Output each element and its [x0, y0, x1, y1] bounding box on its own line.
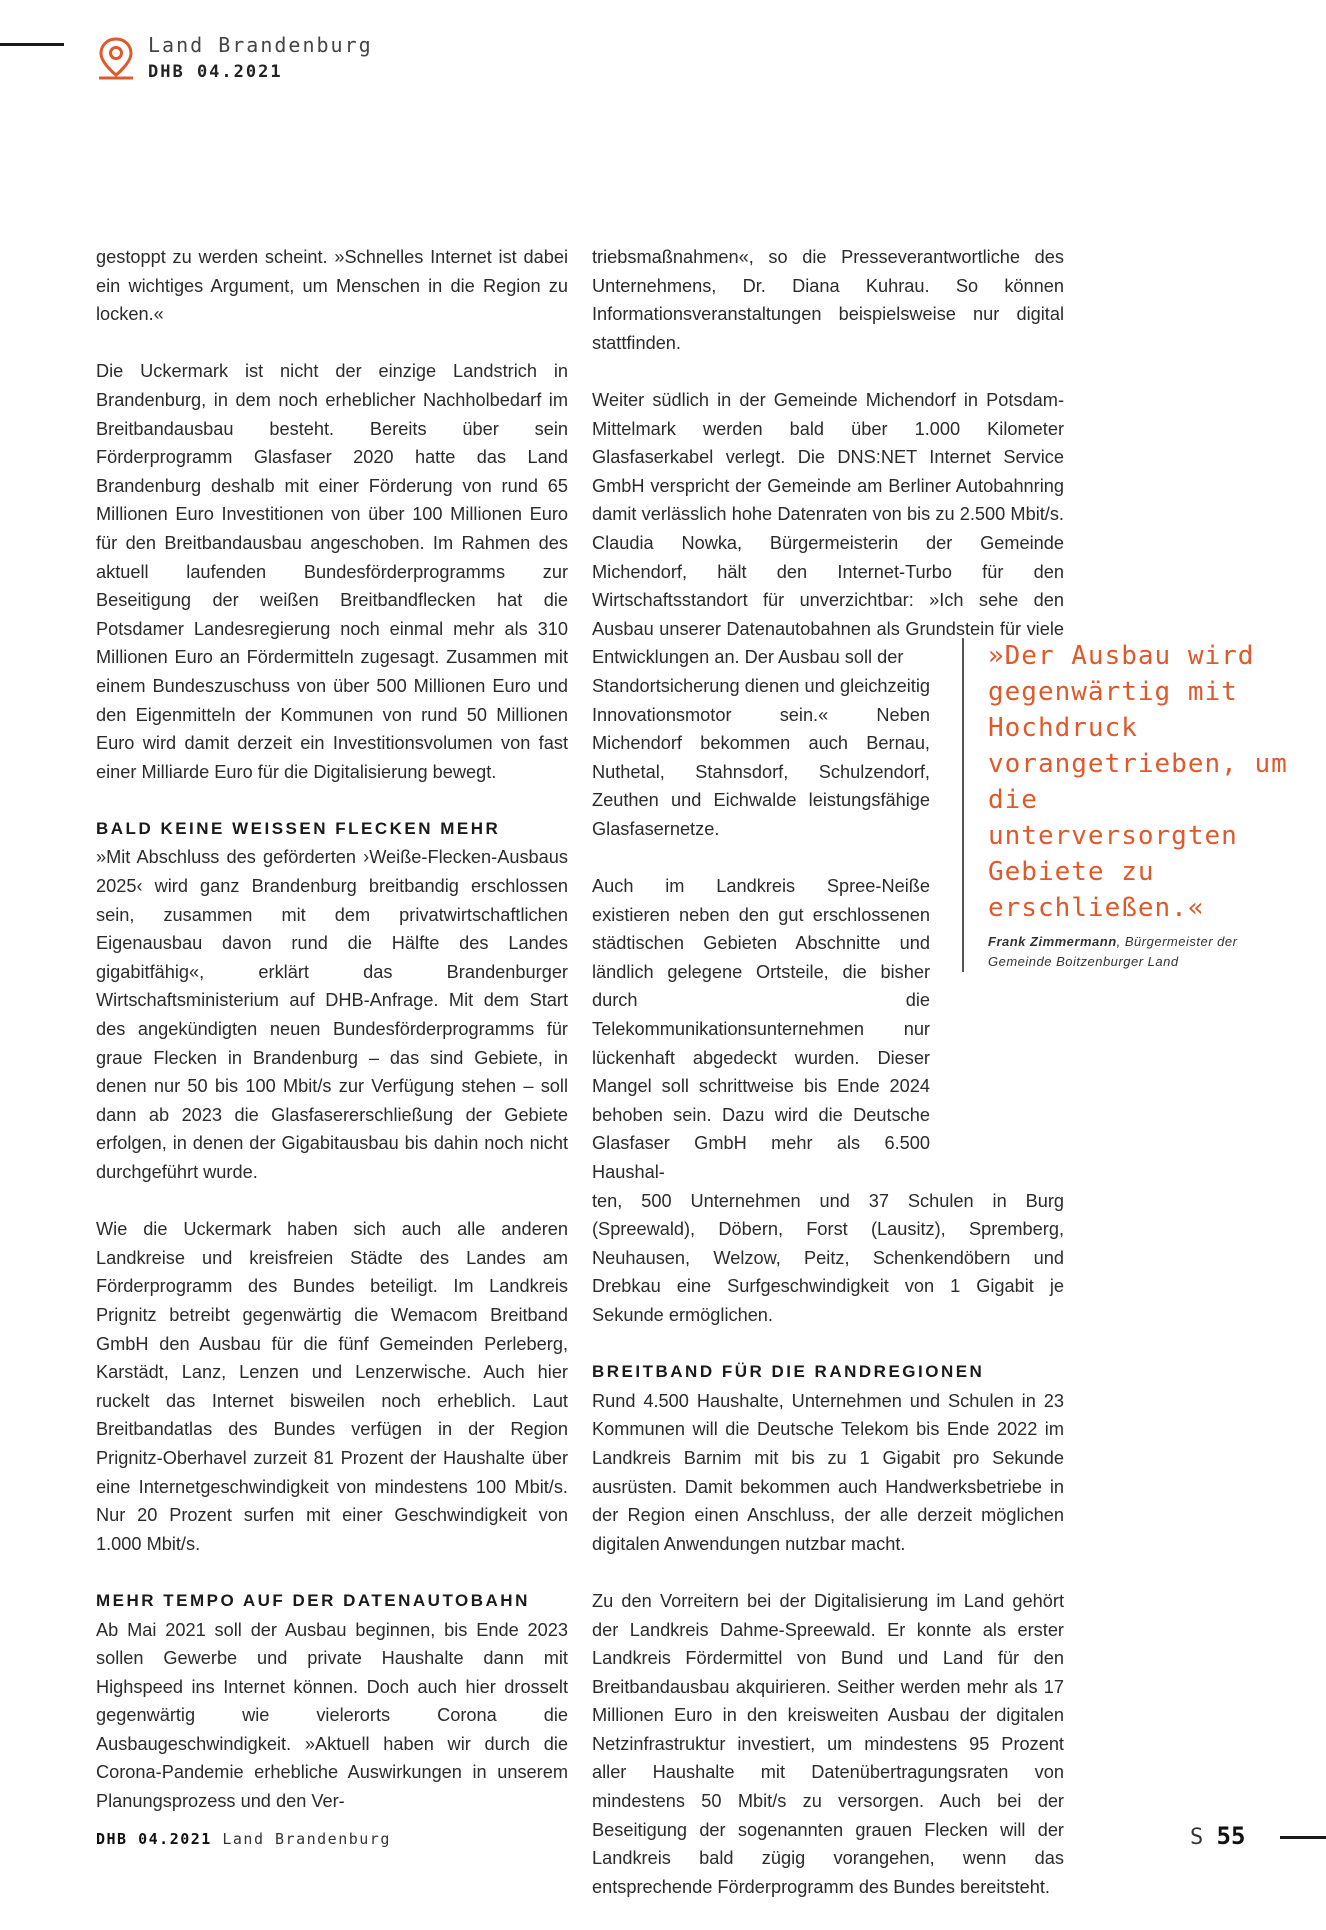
section-heading: BALD KEINE WEISSEN FLECKEN MEHR — [96, 818, 501, 838]
location-pin-icon — [96, 36, 136, 82]
right-column — [592, 243, 1064, 1930]
page-number-value: 55 — [1216, 1822, 1246, 1850]
section-heading: MEHR TEMPO AUF DER DATENAUTOBAHN — [96, 1590, 530, 1610]
paragraph: Rund 4.500 Haushalte, Unternehmen und Schulen in 23 Kommunen will die Deutsche Telekom bis Ende 2022 im Landkreis Barnim mit bis zu 1 Gigabit pro Sekunde ausrüsten. Damit bekommen auch Handwerksbetriebe in der Region einen Anschluss, der alle derzeit möglichen digitalen Anwendungen nutzbar macht. — [592, 1390, 1064, 1554]
pull-quote — [962, 638, 1288, 972]
paragraph: Standortsicherung dienen und gleichzeitig Innovationsmotor sein.« Neben Michendorf bekommen auch Bernau, Nuthetal, Stahnsdorf, Schulzendorf, Zeuthen und Eichwalde leistungsfähige Glasfasernetze. — [592, 675, 930, 839]
paragraph: »Mit Abschluss des geförderten ›Weiße-Flecken-Ausbaus 2025‹ wird ganz Brandenburg breitbandig erschlossen sein, zusammen mit dem privatwirtschaftlichen Eigenausbau davon rund die Hälfte des Landes gigabitfähig«, erklärt das Brandenburger Wirtschaftsministerium auf DHB-Anfrage. Mit dem Start des angekündigten neuen Bundesförderprogramms für graue Flecken in Brandenburg – das sind Gebiete, in denen nur 50 bis 100 Mbit/s zur Verfügung stehen – soll dann ab 2023 die Glasfasererschließung der Gebiete erfolgen, in denen der Gigabitausbau bis dahin noch nicht durchgeführt wurde. — [96, 847, 568, 1182]
pull-quote-text: »Der Ausbau wird gegenwärtig mit Hochdruck vorangetrieben, um die unterversorgten Gebiete zu erschließen.« — [988, 641, 1288, 923]
paragraph: gestoppt zu werden scheint. »Schnelles Internet ist dabei ein wichtiges Argument, um Menschen in die Region zu locken.« — [96, 247, 568, 325]
paragraph: Wie die Uckermark haben sich auch alle anderen Landkreise und kreisfreien Städte des Landes am Förderprogramm des Bundes beteiligt. Im Landkreis Prignitz betreibt gegenwärtig die Wemacom Breitband GmbH den Ausbau für die fünf Gemeinden Perleberg, Karstädt, Lanz, Lenzen und Lenzerwische. Auch hier ruckelt das Internet bisweilen noch erheblich. Laut Breitbandatlas des Bundes verfügen in der Region Prignitz-Oberhavel zurzeit 81 Prozent der Haushalte über eine Internetgeschwindigkeit von mindestens 100 Mbit/s. Nur 20 Prozent surfen mit einer Geschwindigkeit von 1.000 Mbit/s. — [96, 1219, 568, 1554]
paragraph: Die Uckermark ist nicht der einzige Landstrich in Brandenburg, in dem noch erheblicher Nachholbedarf im Breitbandausbau besteht. Bereits über sein Förderprogramm Glasfaser 2020 hatte das Land Brandenburg deshalb mit einer Förderung von rund 65 Millionen Euro Investitionen von über 100 Millionen Euro für den Breitbandausbau angeschoben. Im Rahmen des aktuell laufenden Bundesförderprogramms zur Beseitigung der weißen Breitbandflecken hat die Potsdamer Landesregierung noch einmal mehr als 310 Millionen Euro an Fördermitteln zugesagt. Zusammen mit einem Bundeszuschuss von über 500 Millionen Euro und den Eigenmitteln der Kommunen von rund 50 Millionen Euro wird damit derzeit ein Investitionsvolumen von fast einer Milliarde Euro für die Digitalisierung bewegt. — [96, 361, 568, 782]
footer-info — [96, 1830, 391, 1848]
paragraph: Zu den Vorreitern bei der Digitalisierung im Land gehört der Landkreis Dahme-Spreewald. Er konnte als erster Landkreis Fördermittel von Bund und Land für den Breitbandausbau akquirieren. Seither werden mehr als 17 Millionen Euro in den kreisweiten Ausbau der digitalen Netzinfrastruktur investiert, um mindestens 95 Prozent aller Haushalte mit Datenübertragungsraten von mindestens 50 Mbit/s zu versorgen. Auch bei der Beseitigung der sogenannten grauen Flecken will der Landkreis bald zügig vorangehen, wenn das entsprechende Förderprogramm des Bundes bereitsteht. — [592, 1590, 1064, 1897]
pull-quote-role: , Bürgermeister der Gemeinde Boitzenburger Land — [988, 934, 1238, 969]
footer-issue: DHB 04.2021 — [96, 1830, 212, 1848]
footer-section: Land Brandenburg — [222, 1830, 391, 1848]
left-column — [96, 243, 568, 1844]
header-issue: DHB 04.2021 — [148, 62, 283, 82]
header-section-title: Land Brandenburg — [148, 33, 373, 57]
paragraph: ten, 500 Unternehmen und 37 Schulen in Burg (Spreewald), Döbern, Forst (Lausitz), Spremberg, Neuhausen, Welzow, Peitz, Schenkendöbern und Drebkau eine Surfgeschwindigkeit von 1 Gigabit je Sekunde ermöglichen. — [592, 1190, 1064, 1325]
header-rule — [0, 43, 64, 46]
paragraph: Ab Mai 2021 soll der Ausbau beginnen, bis Ende 2023 sollen Gewerbe und private Haushalte dann mit Highspeed ins Internet können. Doch auch hier drosselt gegenwärtig wie vielerorts Corona die Ausbaugeschwindigkeit. »Aktuell haben wir durch die Corona-Pandemie erhebliche Auswirkungen in unserem Planungsprozess und den Ver- — [96, 1619, 568, 1812]
paragraph: Auch im Landkreis Spree-Neiße existieren neben den gut erschlossenen städtischen Gebieten Abschnitte und ländlich gelegene Ortsteile, die bisher durch die Telekommunikationsunternehmen nur lückenhaft abgedeckt wurden. Dieser Mangel soll schrittweise bis Ende 2024 behoben sein. Dazu wird die Deutsche Glasfaser GmbH mehr als 6.500 Haushal- — [592, 876, 930, 1182]
section-heading: BREITBAND FÜR DIE RANDREGIONEN — [592, 1362, 985, 1382]
footer-rule — [1280, 1836, 1326, 1839]
pull-quote-attribution — [988, 932, 1288, 972]
page-prefix: S — [1190, 1825, 1204, 1850]
paragraph: triebsmaßnahmen«, so die Presseverantwortliche des Unternehmens, Dr. Diana Kuhrau. So können Informationsveranstaltungen beispielsweise nur digital stattfinden. — [592, 247, 1064, 353]
paragraph: Weiter südlich in der Gemeinde Michendorf in Potsdam-Mittelmark werden bald über 1.000 Kilometer Glasfaserkabel verlegt. Die DNS:NET Internet Service GmbH verspricht der Gemeinde am Berliner Autobahnring damit verlässlich hohe Datenraten von bis zu 2.500 Mbit/s. Claudia Nowka, Bürgermeisterin der Gemeinde Michendorf, hält den Internet-Turbo für den Wirtschaftsstandort für unverzichtbar: »Ich sehe den Ausbau unserer Datenautobahnen als Grundstein für viele Entwicklungen an. Der Ausbau soll der — [592, 389, 1064, 668]
page-number — [1190, 1822, 1245, 1850]
pull-quote-author: Frank Zimmermann — [988, 934, 1117, 949]
